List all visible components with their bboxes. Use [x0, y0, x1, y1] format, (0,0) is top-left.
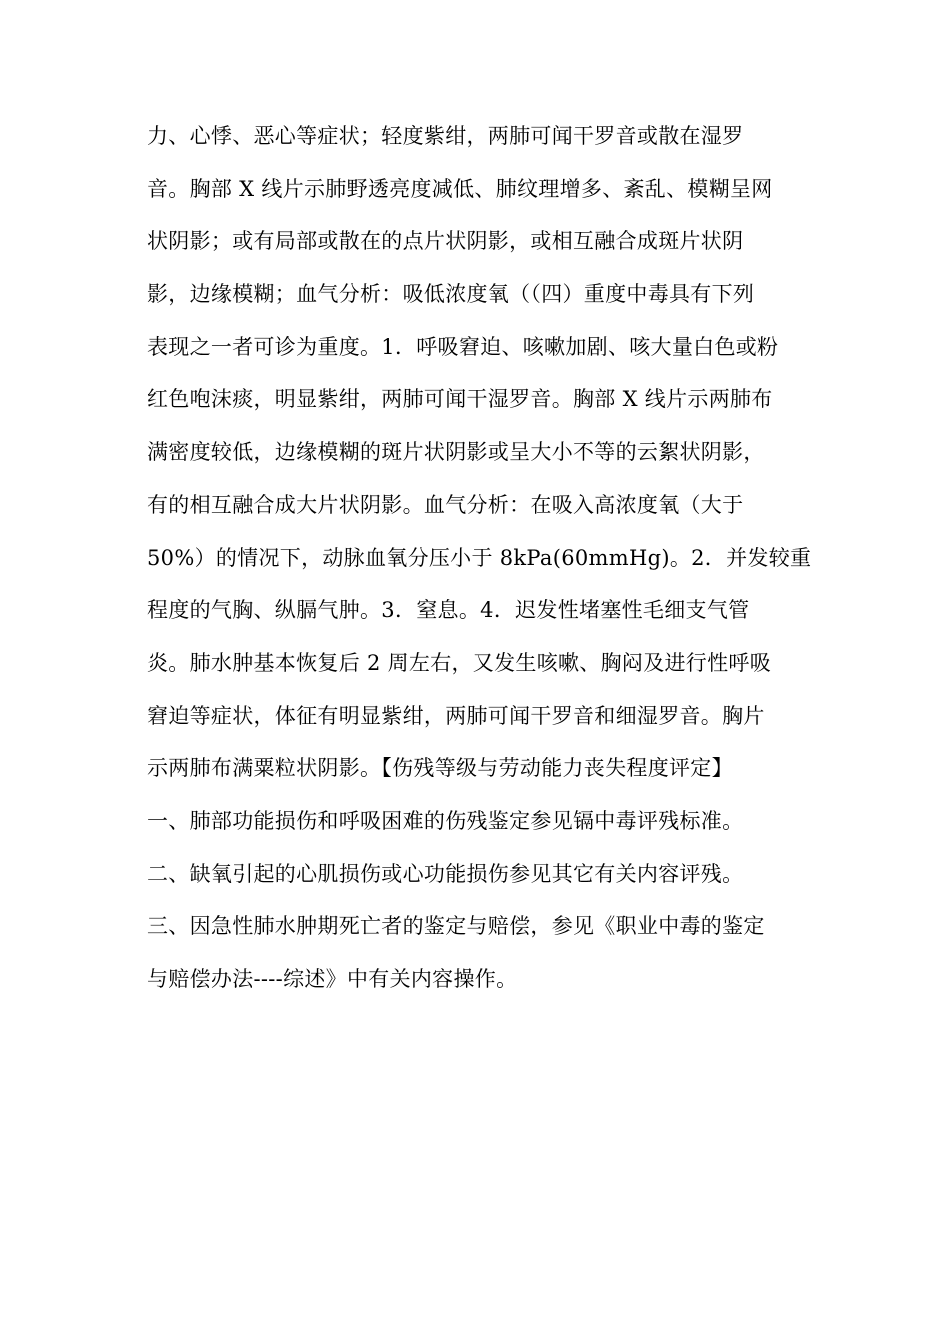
text-line: 三、因急性肺水肿期死亡者的鉴定与赔偿，参见《职业中毒的鉴定 — [147, 914, 765, 939]
text-line: 炎。肺水肿基本恢复后 2 周左右，又发生咳嗽、胸闷及进行性呼吸 — [147, 650, 772, 675]
text-line: 表现之一者可诊为重度。1．呼吸窘迫、咳嗽加剧、咳大量白色或粉 — [147, 334, 779, 359]
text-line: 与赔偿办法----综述》中有关内容操作。 — [147, 967, 518, 991]
body-text — [147, 116, 827, 1012]
text-line: 满密度较低，边缘模糊的斑片状阴影或呈大小不等的云絮状阴影， — [147, 440, 765, 465]
text-line: 程度的气胸、纵膈气肿。3．窒息。4．迟发性堵塞性毛细支气管 — [147, 598, 750, 623]
text-line: 音。胸部 X 线片示肺野透亮度减低、肺纹理增多、紊乱、模糊呈网 — [147, 176, 773, 201]
text-line: 有的相互融合成大片状阴影。血气分析：在吸入高浓度氧（大于 — [147, 492, 744, 517]
text-line: 窘迫等症状，体征有明显紫绀，两肺可闻干罗音和细湿罗音。胸片 — [147, 703, 765, 728]
text-line: 二、缺氧引起的心肌损伤或心功能损伤参见其它有关内容评残。 — [147, 861, 744, 886]
text-line: 影，边缘模糊；血气分析：吸低浓度氧（（四）重度中毒具有下列 — [147, 282, 755, 307]
text-line: 一、肺部功能损伤和呼吸困难的伤残鉴定参见镉中毒评残标准。 — [147, 808, 744, 833]
text-line: 力、心悸、恶心等症状；轻度紫绀，两肺可闻干罗音或散在湿罗 — [147, 124, 744, 148]
text-line: 50%）的情况下，动脉血氧分压小于 8kPa(60mmHg)。2．并发较重 — [147, 545, 812, 570]
text-line: 状阴影；或有局部或散在的点片状阴影，或相互融合成斑片状阴 — [147, 229, 744, 254]
text-line: 红色咆沫痰，明显紫绀，两肺可闻干湿罗音。胸部 X 线片示两肺布 — [147, 387, 773, 412]
text-line: 示两肺布满粟粒状阴影。【伤残等级与劳动能力丧失程度评定】 — [147, 756, 733, 781]
